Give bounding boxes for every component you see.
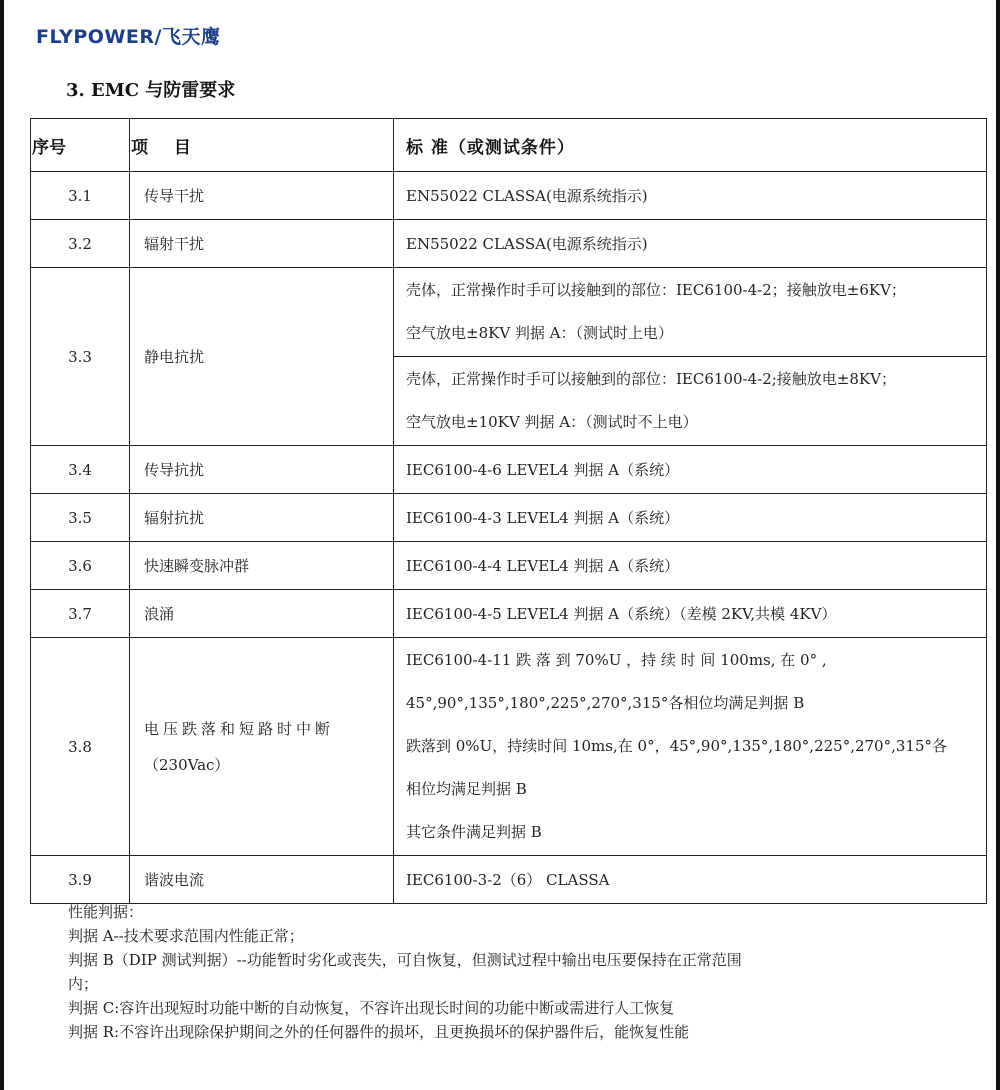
row-num: 3.8: [31, 638, 130, 856]
emc-requirements-table: [30, 118, 987, 904]
row-standard-unpowered: [394, 357, 987, 446]
table-row: [31, 542, 987, 590]
row-item-subtext: （230Vac）: [144, 755, 230, 774]
row-num: 3.2: [31, 220, 130, 268]
standard-line: 相位均满足判据 B: [406, 780, 527, 798]
note-line: 判据 R:不容许出现除保护期间之外的任何器件的损坏，且更换损坏的保护器件后，能恢复性能: [68, 1023, 690, 1041]
row-num: 3.3: [31, 268, 130, 446]
row-item: 传导抗扰: [130, 446, 394, 494]
row-num: 3.5: [31, 494, 130, 542]
row-standard: EN55022 CLASSA(电源系统指示): [394, 220, 987, 268]
row-standard: IEC6100-4-4 LEVEL4 判据 A（系统）: [394, 542, 987, 590]
note-line: 判据 C:容许出现短时功能中断的自动恢复，不容许出现长时间的功能中断或需进行人工恢复: [68, 999, 675, 1017]
table-row: [31, 494, 987, 542]
header-standard: 标 准（或测试条件）: [394, 119, 987, 172]
performance-criteria-notes: [68, 900, 928, 1044]
logo-chinese: 飞天鹰: [161, 26, 221, 48]
standard-line: 空气放电±8KV 判据 A：（测试时上电）: [406, 324, 674, 342]
row-standard: EN55022 CLASSA(电源系统指示): [394, 172, 987, 220]
page-border-left: [0, 0, 4, 1090]
table-row: [31, 268, 987, 357]
row-num: 3.9: [31, 856, 130, 904]
table-row: [31, 446, 987, 494]
row-item: 辐射干扰: [130, 220, 394, 268]
header-num: 序号: [31, 119, 130, 172]
row-item: 传导干扰: [130, 172, 394, 220]
row-item: 辐射抗扰: [130, 494, 394, 542]
row-num: 3.7: [31, 590, 130, 638]
table-row: [31, 856, 987, 904]
row-item-text: 电压跌落和短路时中断: [144, 719, 335, 738]
row-standard: IEC6100-3-2（6） CLASSA: [394, 856, 987, 904]
table-row: [31, 590, 987, 638]
table-row: [31, 638, 987, 856]
standard-line: 其它条件满足判据 B: [406, 823, 542, 841]
note-line: 内；: [68, 975, 99, 993]
row-item: 静电抗扰: [130, 268, 394, 446]
row-standard: IEC6100-4-3 LEVEL4 判据 A（系统）: [394, 494, 987, 542]
row-standard: [394, 638, 987, 856]
row-item: 浪涌: [130, 590, 394, 638]
row-standard-powered: [394, 268, 987, 357]
row-item: [130, 638, 394, 856]
row-num: 3.4: [31, 446, 130, 494]
section-title: 3. EMC 与防雷要求: [66, 80, 236, 101]
standard-line: 壳体，正常操作时手可以接触到的部位：IEC6100-4-2；接触放电±6KV；: [406, 281, 906, 299]
row-standard: IEC6100-4-5 LEVEL4 判据 A（系统）（差模 2KV,共模 4KV）: [394, 590, 987, 638]
row-standard: IEC6100-4-6 LEVEL4 判据 A（系统）: [394, 446, 987, 494]
page-border-right: [996, 0, 1000, 1090]
header-item: 项 目: [130, 119, 394, 172]
standard-line: 壳体，正常操作时手可以接触到的部位：IEC6100-4-2;接触放电±8KV；: [406, 370, 896, 388]
standard-line: IEC6100-4-11 跌 落 到 70%U ，持 续 时 间 100ms, 在 0° ,: [406, 651, 827, 669]
row-item: 快速瞬变脉冲群: [130, 542, 394, 590]
note-line: 性能判据：: [68, 903, 144, 921]
standard-line: 跌落到 0%U，持续时间 10ms,在 0°，45°,90°,135°,180°,225°,270°,315°各: [406, 737, 947, 755]
standard-line: 空气放电±10KV 判据 A：（测试时不上电）: [406, 413, 698, 431]
row-num: 3.6: [31, 542, 130, 590]
note-line: 判据 A--技术要求范围内性能正常；: [68, 927, 304, 945]
standard-line: 45°,90°,135°,180°,225°,270°,315°各相位均满足判据 B: [406, 694, 805, 712]
table-row: [31, 172, 987, 220]
row-num: 3.1: [31, 172, 130, 220]
table-header-row: [31, 119, 987, 172]
row-item: 谐波电流: [130, 856, 394, 904]
flypower-logo: [36, 22, 220, 49]
logo-english: FLYPOWER/: [36, 26, 162, 48]
table-row: [31, 220, 987, 268]
note-line: 判据 B（DIP 测试判据）--功能暂时劣化或丧失，可自恢复，但测试过程中输出电压要保持在正常范围: [68, 951, 742, 969]
